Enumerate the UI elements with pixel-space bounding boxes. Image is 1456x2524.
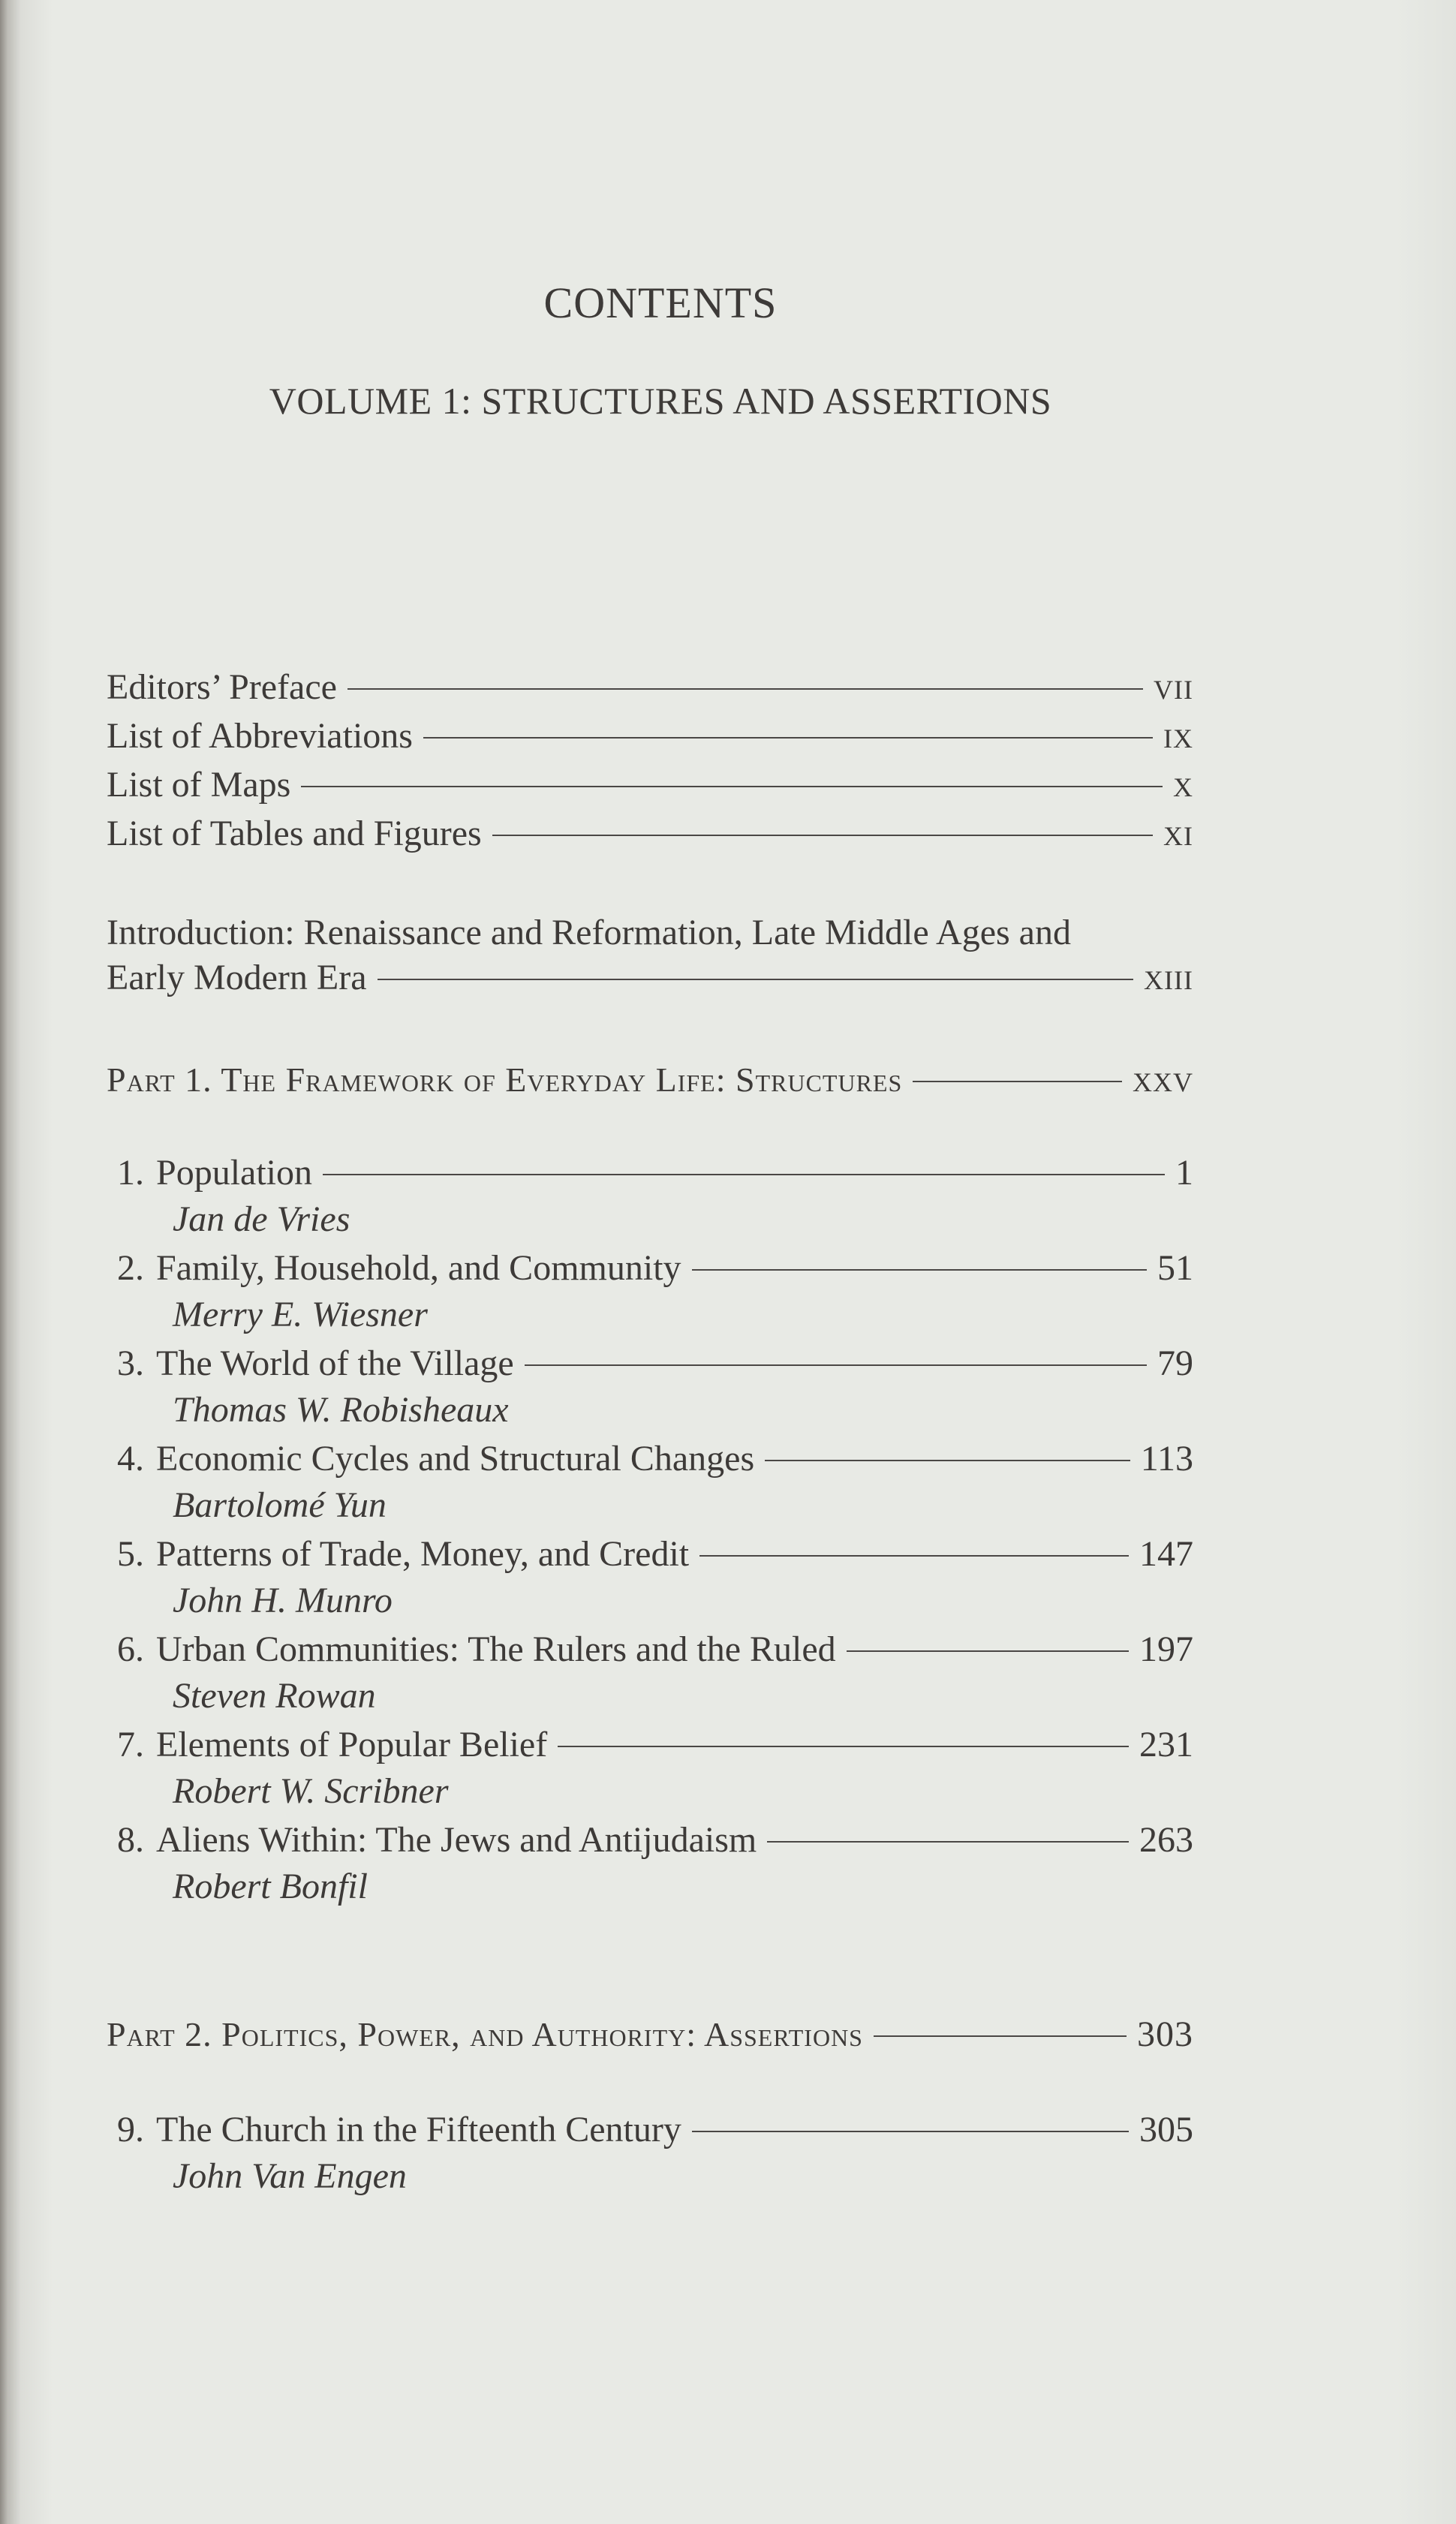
chapter-author: John Van Engen: [173, 2156, 407, 2196]
toc-chapter-6[interactable]: [107, 1629, 1193, 1670]
dot-leader: [692, 1269, 1147, 1271]
chapter-author: Bartolomé Yun: [173, 1485, 387, 1525]
chapter-page: 79: [1157, 1343, 1193, 1383]
toc-entry-tables-figures[interactable]: [107, 813, 1193, 854]
chapter-title: Aliens Within: The Jews and Antijudaism: [156, 1820, 757, 1860]
toc-entry-maps[interactable]: [107, 764, 1193, 805]
chapter-title: The Church in the Fifteenth Century: [156, 2110, 681, 2149]
toc-chapter-8[interactable]: [107, 1819, 1193, 1861]
chapter-title: The World of the Village: [156, 1343, 514, 1383]
dot-leader: [347, 688, 1143, 690]
chapter-title: Patterns of Trade, Money, and Credit: [156, 1534, 690, 1574]
dot-leader: [847, 1650, 1129, 1652]
chapter-number: 8.: [117, 1820, 144, 1860]
dot-leader: [378, 979, 1134, 980]
toc-chapter-2[interactable]: [107, 1247, 1193, 1289]
entry-page: VII: [1154, 675, 1193, 705]
chapter-title: Population: [156, 1153, 313, 1193]
dot-leader: [492, 835, 1153, 836]
page-title: CONTENTS: [543, 278, 778, 327]
toc-entry-introduction[interactable]: [107, 957, 1193, 998]
chapter-title: Economic Cycles and Structural Changes: [156, 1439, 755, 1479]
chapter-page: 1: [1175, 1153, 1193, 1193]
entry-label: Editors’ Preface: [107, 667, 337, 707]
entry-label: List of Maps: [107, 765, 291, 805]
toc-entry-introduction-line1[interactable]: Introduction: Renaissance and Reformation, Late Middle Ages and: [107, 913, 1071, 952]
chapter-page: 263: [1139, 1820, 1193, 1860]
chapter-number: 6.: [117, 1629, 144, 1669]
dot-leader: [874, 2035, 1127, 2037]
chapter-number: 2.: [117, 1248, 144, 1288]
entry-label: List of Tables and Figures: [107, 814, 482, 853]
part-label: Part 1. The Framework of Everyday Life: Structures: [107, 1060, 903, 1099]
dot-leader: [699, 1555, 1129, 1557]
chapter-title: Elements of Popular Belief: [156, 1725, 548, 1764]
dot-leader: [525, 1364, 1147, 1366]
dot-leader: [765, 1460, 1130, 1461]
toc-chapter-3[interactable]: [107, 1343, 1193, 1384]
toc-chapter-9[interactable]: [107, 2109, 1193, 2150]
dot-leader: [558, 1746, 1129, 1747]
dot-leader: [423, 737, 1153, 739]
entry-page: IX: [1163, 724, 1193, 754]
entry-page: XI: [1163, 821, 1193, 851]
chapter-page: 113: [1140, 1439, 1193, 1479]
toc-chapter-5[interactable]: [107, 1533, 1193, 1575]
chapter-author: Merry E. Wiesner: [173, 1295, 428, 1334]
toc-part-1[interactable]: [107, 1060, 1193, 1100]
chapter-page: 51: [1157, 1248, 1193, 1288]
part-page: XXV: [1133, 1067, 1193, 1097]
chapter-author: Robert W. Scribner: [173, 1771, 449, 1811]
toc-part-2[interactable]: [107, 2014, 1193, 2055]
part-page: 303: [1137, 2014, 1193, 2054]
dot-leader: [692, 2131, 1129, 2132]
dot-leader: [767, 1841, 1129, 1843]
chapter-page: 231: [1139, 1725, 1193, 1764]
toc-entry-abbreviations[interactable]: [107, 715, 1193, 757]
entry-label: List of Abbreviations: [107, 716, 413, 756]
dot-leader: [301, 786, 1163, 787]
dot-leader: [913, 1081, 1122, 1082]
chapter-page: 147: [1139, 1534, 1193, 1574]
toc-entry-editors-preface[interactable]: [107, 666, 1193, 708]
toc-chapter-7[interactable]: [107, 1724, 1193, 1765]
chapter-page: 305: [1139, 2110, 1193, 2149]
chapter-number: 9.: [117, 2110, 144, 2149]
dot-leader: [323, 1174, 1165, 1175]
entry-page: XIII: [1144, 965, 1193, 995]
chapter-author: John H. Munro: [173, 1581, 393, 1620]
entry-label: Early Modern Era: [107, 958, 367, 997]
chapter-author: Robert Bonfil: [173, 1867, 368, 1906]
chapter-title: Family, Household, and Community: [156, 1248, 681, 1288]
chapter-number: 1.: [117, 1153, 144, 1193]
chapter-page: 197: [1139, 1629, 1193, 1669]
chapter-author: Steven Rowan: [173, 1676, 376, 1716]
entry-page: X: [1173, 772, 1193, 802]
chapter-number: 5.: [117, 1534, 144, 1574]
volume-title: VOLUME 1: STRUCTURES AND ASSERTIONS: [269, 380, 1052, 422]
toc-chapter-4[interactable]: [107, 1438, 1193, 1479]
toc-chapter-1[interactable]: [107, 1152, 1193, 1193]
chapter-author: Jan de Vries: [173, 1199, 350, 1239]
chapter-author: Thomas W. Robisheaux: [173, 1390, 509, 1430]
chapter-number: 3.: [117, 1343, 144, 1383]
chapter-number: 4.: [117, 1439, 144, 1479]
chapter-number: 7.: [117, 1725, 144, 1764]
chapter-title: Urban Communities: The Rulers and the Ruled: [156, 1629, 836, 1669]
part-label: Part 2. Politics, Power, and Authority: Assertions: [107, 2015, 863, 2053]
